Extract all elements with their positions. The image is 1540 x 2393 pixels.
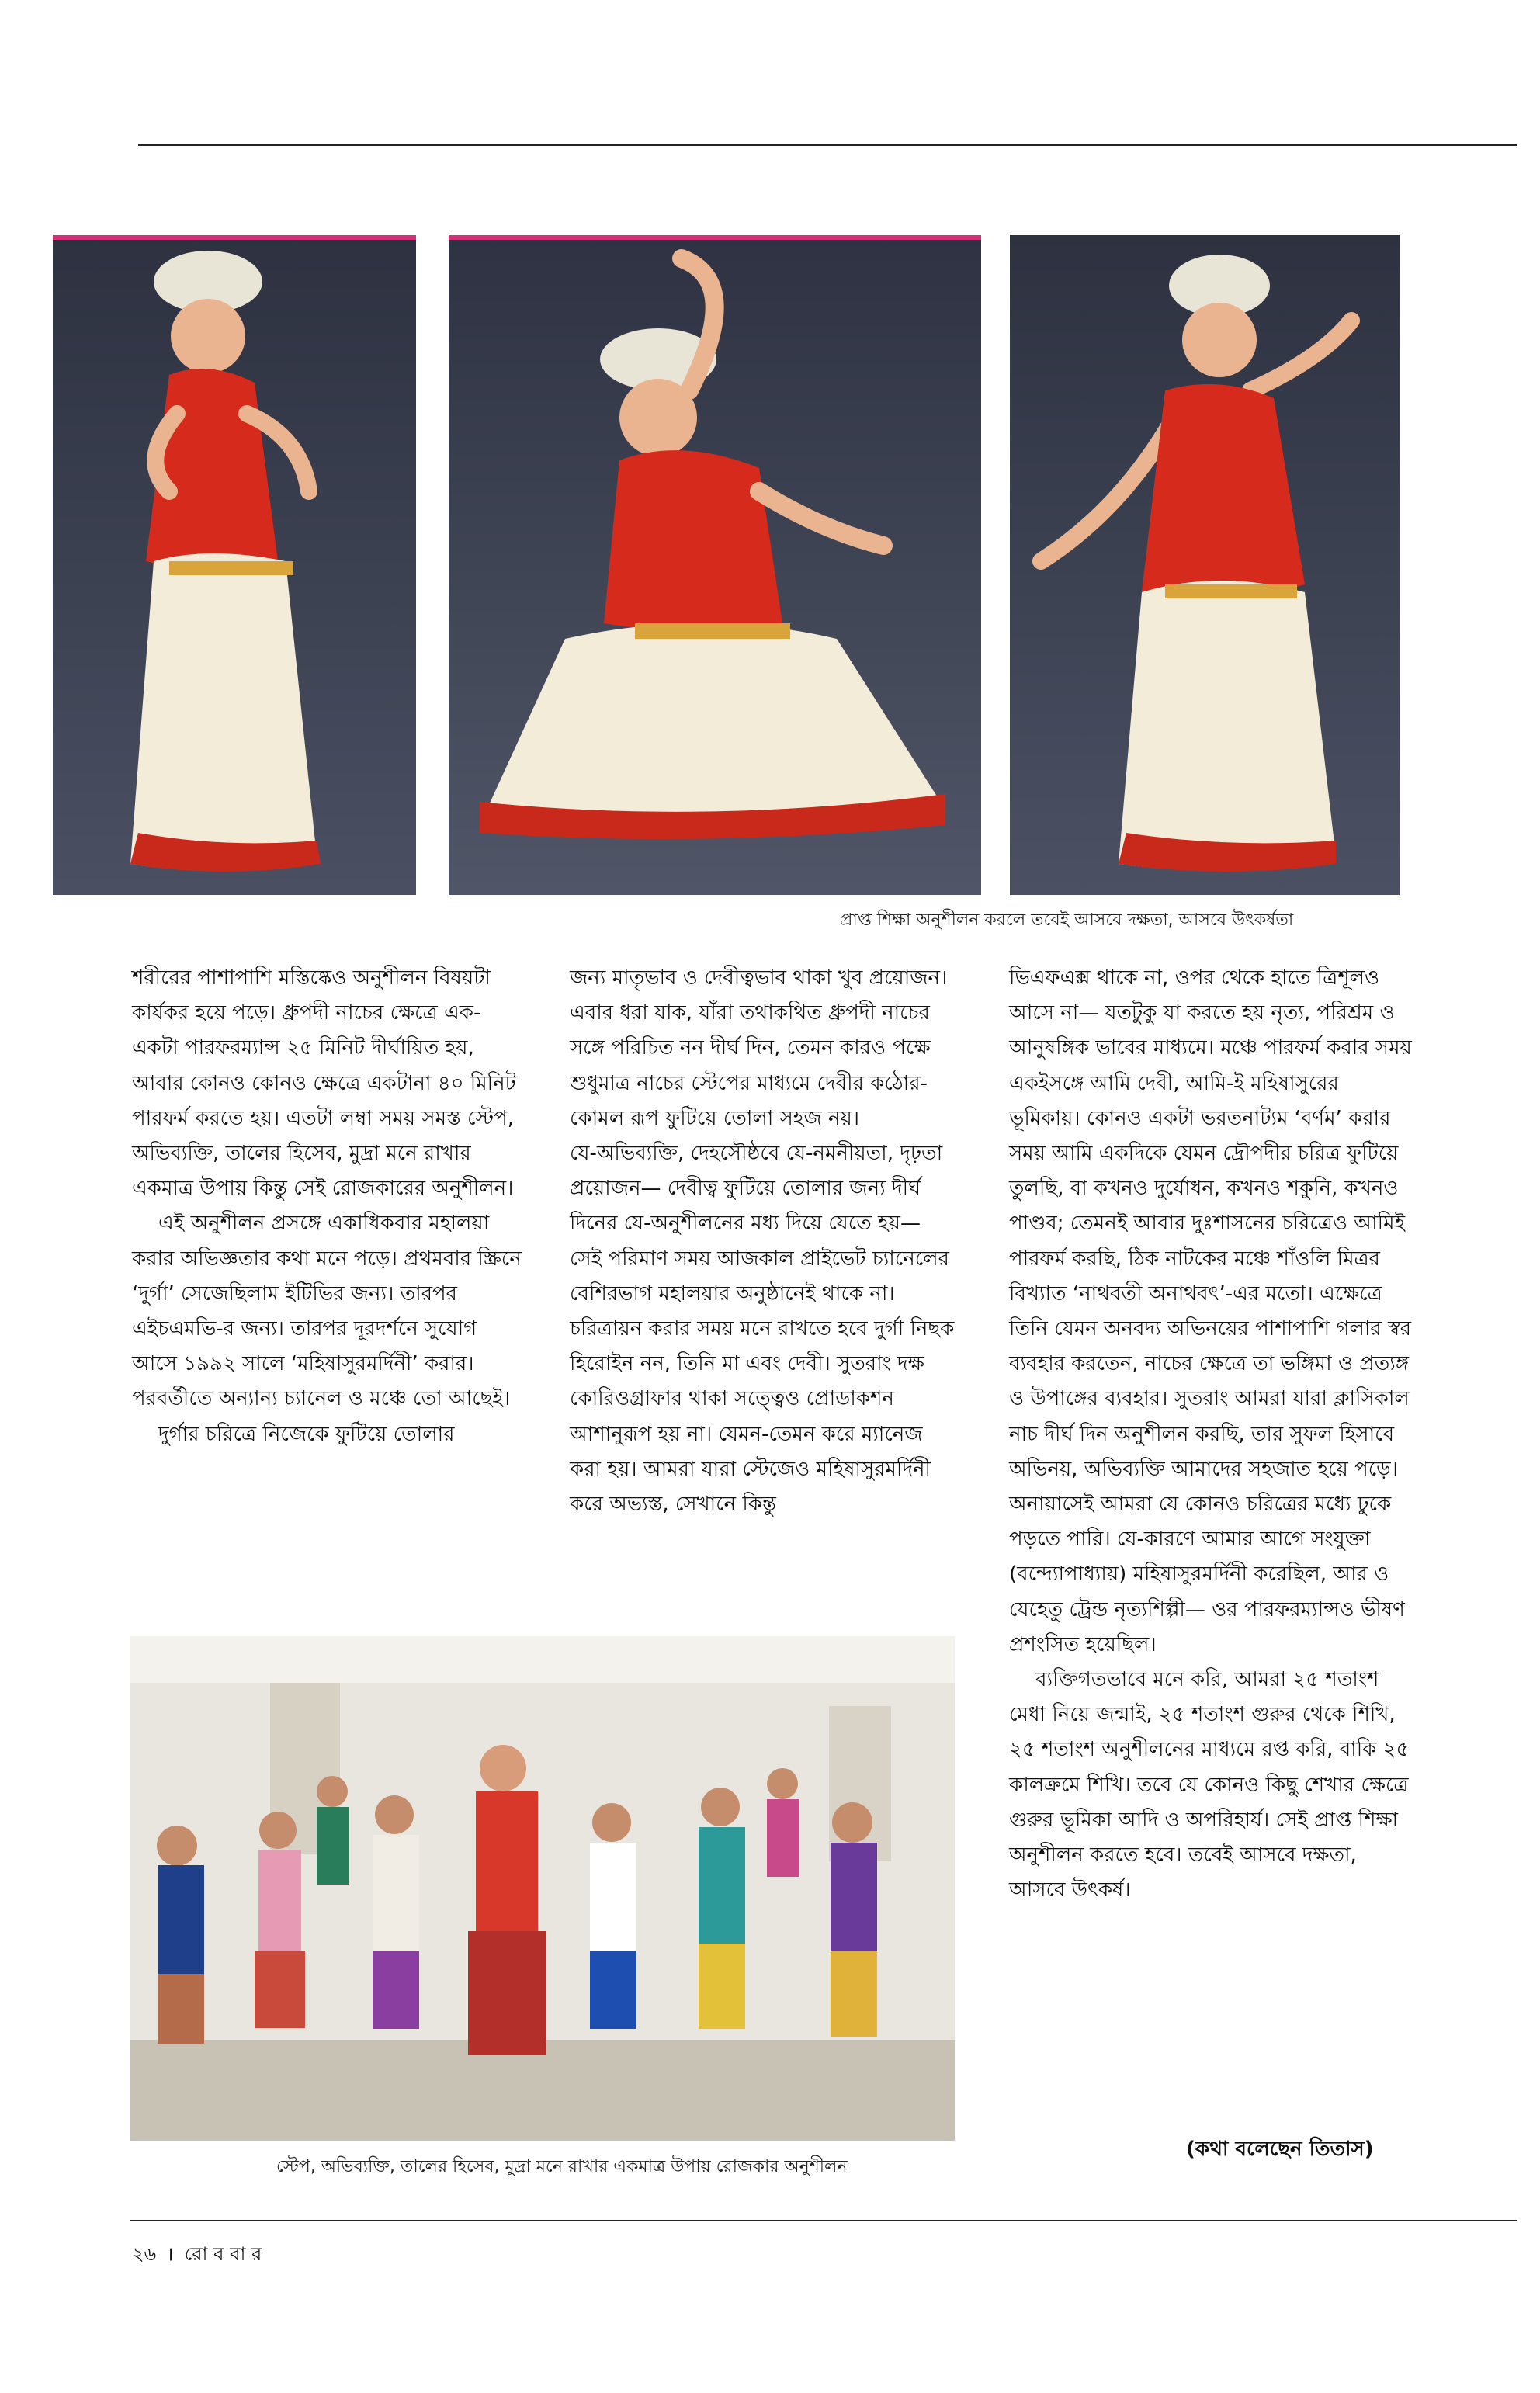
- dance-class-photo: [130, 1636, 955, 2141]
- article-column-2: [570, 961, 955, 1522]
- top-photo-caption: প্রাপ্ত শিক্ষা অনুশীলন করলে তবেই আসবে দক্ষতা, আসবে উৎকর্ষতা: [840, 910, 1294, 930]
- page-footer: [132, 2240, 262, 2271]
- paragraph: শরীরের পাশাপাশি মস্তিষ্কেও অনুশীলন বিষয়টা কার্যকর হয়ে পড়ে। ধ্রুপদী নাচের ক্ষেত্রে এক-একটা পারফরম্যান্স ২৫ মিনিট দীর্ঘায়িত হয়, আবার কোনও কোনও ক্ষেত্রে একটানা ৪০ মিনিট পারফর্ম করতে হয়। এতটা লম্বা সময় সমস্ত স্টেপ, অভিব্যক্তি, তালের হিসেব, মুদ্রা মনে রাখার একমাত্র উপায় কিন্তু সেই রোজকারের অনুশীলন।: [132, 966, 516, 1201]
- article-column-3: [1009, 961, 1415, 1908]
- page-number: ২৬: [132, 2243, 157, 2265]
- interview-credit: (কথা বলেছেন তিতাস): [1186, 2138, 1374, 2161]
- dancer-photo-1: [53, 235, 416, 895]
- bottom-photo-caption: স্টেপ, অভিব্যক্তি, তালের হিসেব, মুদ্রা মনে রাখার একমাত্র উপায় রোজকার অনুশীলন: [276, 2157, 848, 2176]
- paragraph: ব্যক্তিগতভাবে মনে করি, আমরা ২৫ শতাংশ মেধা নিয়ে জন্মাই, ২৫ শতাংশ গুরুর থেকে শিখি, ২৫ শতাংশ অনুশীলনের মাধ্যমে রপ্ত করি, বাকি ২৫ কালক্রমে শিখি। তবে যে কোনও কিছু শেখার ক্ষেত্রে গুরুর ভূমিকা আদি ও অপরিহার্য। সেই প্রাপ্ত শিক্ষা অনুশীলন করতে হবে। তবেই আসবে দক্ষতা, আসবে উৎকর্ষ।: [1009, 1668, 1410, 1902]
- footer-separator: ।: [166, 2243, 174, 2265]
- paragraph: দুর্গার চরিত্রে নিজেকে ফুটিয়ে তোলার: [158, 1422, 455, 1446]
- dancer-photo-3: [1010, 235, 1400, 895]
- article-column-1: [132, 961, 524, 1452]
- dancer-photo-2: [449, 235, 981, 895]
- top-rule: [138, 144, 1517, 146]
- magazine-name: রো ব বা র: [184, 2243, 262, 2265]
- paragraph: যে-অভিব্যক্তি, দেহসৌষ্ঠবে যে-নমনীয়তা, দৃঢ়তা প্রয়োজন— দেবীত্ব ফুটিয়ে তোলার জন্য দীর্ঘ দিনের যে-অনুশীলনের মধ্য দিয়ে যেতে হয়— সেই পরিমাণ সময় আজকাল প্রাইভেট চ্যানেলের বেশিরভাগ মহালয়ার অনুষ্ঠানেই থাকে না। চরিত্রায়ন করার সময় মনে রাখতে হবে দুর্গা নিছক হিরোইন নন, তিনি মা এবং দেবী। সুতরাং দক্ষ কোরিওগ্রাফার থাকা সত্ত্বেও প্রোডাকশন আশানুরূপ হয় না। যেমন-তেমন করে ম্যানেজ করা হয়। আমরা যারা স্টেজেও মহিষাসুরমর্দিনী করে অভ্যস্ত, সেখানে কিন্তু: [570, 1142, 955, 1517]
- bottom-rule: [130, 2220, 1517, 2221]
- paragraph: ভিএফএক্স থাকে না, ওপর থেকে হাতে ত্রিশূলও আসে না— যতটুকু যা করতে হয় নৃত্য, পরিশ্রম ও আনুষঙ্গিক ভাবের মাধ্যমে। মঞ্চে পারফর্ম করার সময় একইসঙ্গে আমি দেবী, আমি-ই মহিষাসুরের ভূমিকায়। কোনও একটা ভরতনাট্যম ‘বর্ণম’ করার সময় আমি একদিকে যেমন দ্রৌপদীর চরিত্র ফুটিয়ে তুলছি, বা কখনও দুর্যোধন, কখনও শকুনি, কখনও পাণ্ডব; তেমনই আবার দুঃশাসনের চরিত্রেও আমিই পারফর্ম করছি, ঠিক নাটকের মঞ্চে শাঁওলি মিত্রর বিখ্যাত ‘নাথবতী অনাথবৎ’-এর মতো। এক্ষেত্রে তিনি যেমন অনবদ্য অভিনয়ের পাশাপাশি গলার স্বর ব্যবহার করতেন, নাচের ক্ষেত্রে তা ভঙ্গিমা ও প্রত্যঙ্গ ও উপাঙ্গের ব্যবহার। সুতরাং আমরা যারা ক্লাসিকাল নাচ দীর্ঘ দিন অনুশীলন করছি, তার সুফল হিসাবে অভিনয়, অভিব্যক্তি আমাদের সহজাত হয়ে পড়ে। অনায়াসেই আমরা যে কোনও চরিত্রের মধ্যে ঢুকে পড়তে পারি। যে-কারণে আমার আগে সংযুক্তা (বন্দ্যোপাধ্যায়) মহিষাসুরমর্দিনী করেছিল, আর ও যেহেতু ট্রেন্ড নৃত্যশিল্পী— ওর পারফরম্যান্সও ভীষণ প্রশংসিত হয়েছিল।: [1009, 966, 1412, 1656]
- paragraph: জন্য মাতৃভাব ও দেবীত্বভাব থাকা খুব প্রয়োজন। এবার ধরা যাক, যাঁরা তথাকথিত ধ্রুপদী নাচের সঙ্গে পরিচিত নন দীর্ঘ দিন, তেমন কারও পক্ষে শুধুমাত্র নাচের স্টেপের মাধ্যমে দেবীর কঠোর-কোমল রূপ ফুটিয়ে তোলা সহজ নয়।: [570, 966, 948, 1130]
- paragraph: এই অনুশীলন প্রসঙ্গে একাধিকবার মহালয়া করার অভিজ্ঞতার কথা মনে পড়ে। প্রথমবার স্ক্রিনে ‘দুর্গা’ সেজেছিলাম ইটিভির জন্য। তারপর এইচএমভি-র জন্য। তারপর দূরদর্শনে সুযোগ আসে ১৯৯২ সালে ‘মহিষাসুরমর্দিনী’ করার। পরবর্তীতে অন্যান্য চ্যানেল ও মঞ্চে তো আছেই।: [132, 1212, 522, 1411]
